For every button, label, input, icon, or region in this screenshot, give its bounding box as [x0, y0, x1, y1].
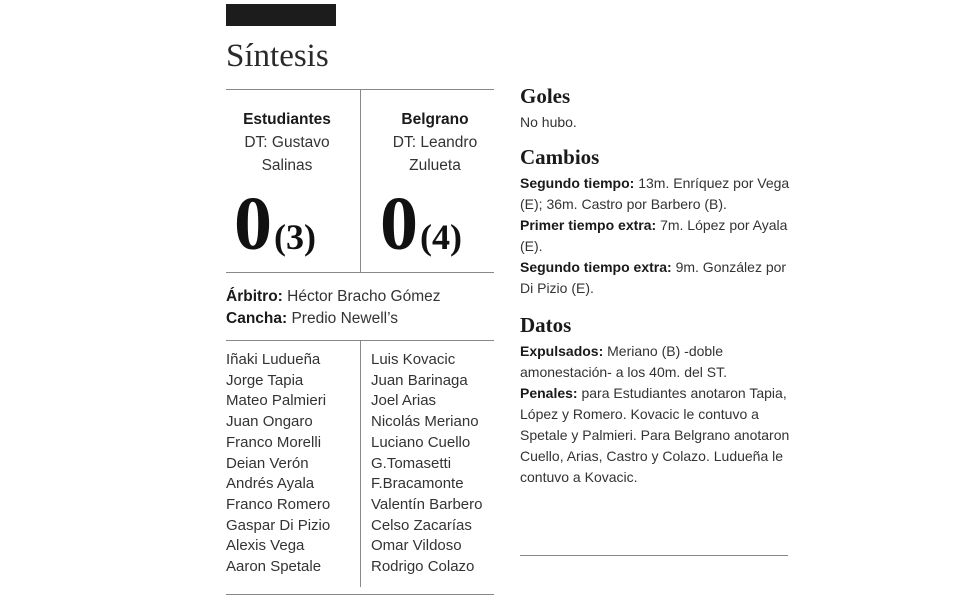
away-score [380, 182, 462, 266]
list-item: Nicolás Meriano [371, 413, 479, 431]
list-item: Joel Arias [371, 392, 437, 410]
list-item: F.Bracamonte [371, 475, 464, 493]
referee-label: Árbitro: [226, 288, 283, 305]
list-item: Franco Morelli [226, 433, 322, 451]
list-item: Mateo Palmieri [226, 392, 327, 410]
away-penalties: (4) [420, 217, 462, 257]
list-item: Omar Vildoso [371, 537, 462, 555]
cambios-text-1: 13m. Enríquez por Vega (E); 36m. Castro por Barbero (B). [520, 175, 790, 212]
list-item: G.Tomasetti [371, 454, 452, 472]
venue-value: Predio Newell’s [291, 310, 399, 327]
list-item: Celso Zacarías [371, 516, 472, 534]
goles-text: No hubo. [520, 114, 577, 130]
away-players-list [371, 350, 482, 578]
list-item: Juan Barinaga [371, 371, 468, 389]
cambios-item-1 [520, 173, 795, 215]
cambios-text-2: 7m. López por Ayala (E). [520, 217, 788, 254]
list-item: Gaspar Di Pizio [226, 516, 331, 534]
list-item: Andrés Ayala [226, 475, 315, 493]
divider-teams [360, 90, 361, 272]
divider-players [360, 341, 361, 587]
home-players-list [226, 350, 330, 578]
referee-value: Héctor Bracho Gómez [287, 288, 441, 305]
divider-score [226, 272, 494, 273]
home-team [222, 108, 352, 177]
list-item: Luciano Cuello [371, 433, 471, 451]
list-item: Deian Verón [226, 454, 309, 472]
datos-item-2 [520, 383, 795, 488]
datos-item-1 [520, 341, 795, 383]
cambios-text-3: 9m. González por Di Pizio (E). [520, 259, 787, 296]
referee-line [226, 286, 440, 308]
cambios-item-3 [520, 257, 795, 299]
home-score-value: 0 [234, 182, 272, 266]
cambios-item-2 [520, 215, 795, 257]
home-score [234, 182, 316, 266]
list-item: Luis Kovacic [371, 351, 456, 368]
home-penalties: (3) [274, 217, 316, 257]
right-column [520, 84, 795, 488]
list-item: Aaron Spetale [226, 558, 322, 576]
cambios-title: Cambios [520, 145, 600, 169]
away-coach-line2: Zulueta [409, 157, 461, 174]
list-item: Franco Romero [226, 495, 331, 513]
divider-right-bottom [520, 555, 788, 556]
list-item: Jorge Tapia [226, 371, 304, 389]
cambios-label-2: Primer tiempo extra: [520, 217, 657, 233]
home-coach-line2: Salinas [261, 157, 313, 174]
page-title: Síntesis [226, 38, 329, 74]
datos-text-2: para Estudiantes anotaron Tapia, López y Romero. Kovacic le contuvo a Spetale y Palmieri. Para Belgrano anotaron Cuello, Arias, Castro y Colazo. Ludueña le contuvo a Kovacic. [520, 385, 790, 485]
away-team-name: Belgrano [401, 111, 469, 128]
datos-label-2: Penales: [520, 385, 578, 401]
goles-title: Goles [520, 84, 571, 108]
home-team-name: Estudiantes [243, 111, 331, 128]
datos-title: Datos [520, 313, 572, 337]
cambios-label-3: Segundo tiempo extra: [520, 259, 672, 275]
divider-bottom [226, 594, 494, 595]
list-item: Iñaki Ludueña [226, 351, 321, 368]
away-team [370, 108, 500, 177]
away-coach-line1: DT: Leandro [392, 134, 478, 151]
header-bar [226, 4, 336, 26]
list-item: Rodrigo Colazo [371, 558, 475, 576]
home-coach-line1: DT: Gustavo [244, 134, 330, 151]
list-item: Alexis Vega [226, 537, 305, 555]
venue-label: Cancha: [226, 310, 288, 327]
datos-text-1: Meriano (B) -doble amonestación- a los 40m. del ST. [520, 343, 727, 380]
cambios-label-1: Segundo tiempo: [520, 175, 635, 191]
list-item: Juan Ongaro [226, 413, 313, 431]
datos-label-1: Expulsados: [520, 343, 604, 359]
list-item: Valentín Barbero [371, 495, 483, 513]
venue-line [226, 308, 398, 330]
away-score-value: 0 [380, 182, 418, 266]
